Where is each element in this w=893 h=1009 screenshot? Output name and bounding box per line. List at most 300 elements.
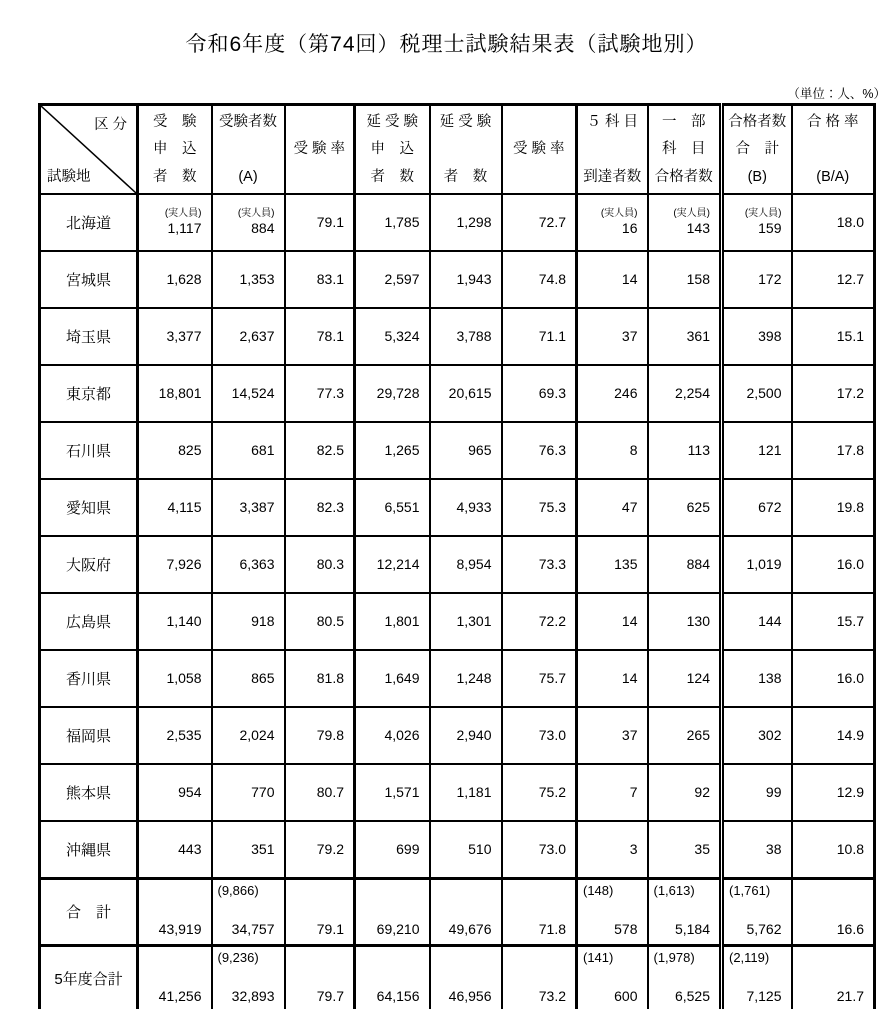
cell-value: 82.3 xyxy=(316,499,344,516)
data-cell xyxy=(212,194,285,251)
data-cell xyxy=(722,365,792,422)
column-header-line: 延 受 験 xyxy=(366,114,419,130)
data-cell xyxy=(577,308,648,365)
data-cell xyxy=(502,945,577,1009)
cell-value: 14.9 xyxy=(836,727,864,744)
cell-value: 172 xyxy=(758,271,782,288)
data-cell xyxy=(138,479,212,536)
table-row xyxy=(40,821,875,878)
data-cell xyxy=(430,251,502,308)
data-cell xyxy=(577,764,648,821)
data-cell xyxy=(430,650,502,707)
data-cell xyxy=(502,536,577,593)
data-cell xyxy=(138,365,212,422)
data-cell xyxy=(722,764,792,821)
row-label: 沖縄県 xyxy=(40,821,138,878)
data-cell xyxy=(285,308,355,365)
cell-value: 71.1 xyxy=(538,328,566,345)
table-head xyxy=(40,105,875,195)
cell-value: 75.3 xyxy=(538,499,566,516)
data-cell xyxy=(212,251,285,308)
data-cell xyxy=(430,308,502,365)
column-header-line: 申 込 xyxy=(370,141,414,158)
data-cell xyxy=(722,194,792,251)
column-header-line: 合格者数 xyxy=(728,114,787,130)
cell-value: 69,210 xyxy=(376,920,420,937)
data-cell xyxy=(285,251,355,308)
cell-value: 443 xyxy=(178,840,202,857)
cell-value: 2,637 xyxy=(239,328,275,345)
header-row xyxy=(40,105,875,195)
cell-value: 2,535 xyxy=(166,727,202,744)
cell-note: (実人員) xyxy=(744,208,782,220)
data-cell xyxy=(792,593,875,650)
cell-value: 72.7 xyxy=(538,214,566,231)
cell-value: 1,298 xyxy=(456,214,492,231)
data-cell xyxy=(792,707,875,764)
cell-value: 19.8 xyxy=(836,499,864,516)
cell-value: 99 xyxy=(765,784,782,801)
table-row xyxy=(40,194,875,251)
data-cell xyxy=(577,821,648,878)
cell-value: 865 xyxy=(251,670,275,687)
data-cell xyxy=(792,251,875,308)
data-cell xyxy=(648,308,722,365)
data-cell xyxy=(285,945,355,1009)
cell-value: 2,940 xyxy=(456,727,492,744)
cell-value: 79.1 xyxy=(316,920,344,937)
data-cell xyxy=(212,422,285,479)
cell-value: 361 xyxy=(686,328,710,345)
data-cell xyxy=(502,308,577,365)
cell-value: 625 xyxy=(686,499,710,516)
data-cell xyxy=(355,821,430,878)
row-label: 北海道 xyxy=(40,194,138,251)
cell-value: 2,254 xyxy=(674,385,710,402)
row-label: 合 計 xyxy=(40,878,138,945)
cell-note: (148) xyxy=(583,882,614,898)
cell-value: 12.7 xyxy=(836,271,864,288)
data-cell xyxy=(138,878,212,945)
cell-value: 1,571 xyxy=(384,784,420,801)
column-header-line: 受 験 xyxy=(153,114,197,130)
data-cell xyxy=(722,308,792,365)
data-cell xyxy=(577,536,648,593)
column-header-line: 合格者数 xyxy=(654,168,713,185)
data-cell xyxy=(502,707,577,764)
data-cell xyxy=(355,308,430,365)
cell-value: 1,649 xyxy=(384,670,420,687)
data-cell xyxy=(285,593,355,650)
cell-value: 143 xyxy=(686,220,710,237)
data-cell xyxy=(648,479,722,536)
data-cell xyxy=(212,707,285,764)
data-cell xyxy=(502,194,577,251)
cell-note: (実人員) xyxy=(673,208,710,220)
cell-value: 510 xyxy=(468,840,492,857)
cell-value: 82.5 xyxy=(316,442,344,459)
cell-note: (2,119) xyxy=(729,949,770,965)
data-cell xyxy=(285,536,355,593)
data-cell xyxy=(212,308,285,365)
data-cell xyxy=(212,479,285,536)
data-cell xyxy=(138,536,212,593)
data-cell xyxy=(648,707,722,764)
cell-value: 29,728 xyxy=(376,385,420,402)
cell-value: 16.6 xyxy=(836,920,864,937)
cell-value: 884 xyxy=(686,556,710,573)
data-cell xyxy=(430,821,502,878)
cell-value: 302 xyxy=(758,727,782,744)
cell-value: 1,785 xyxy=(384,214,420,231)
cell-value: 918 xyxy=(251,613,275,630)
cell-value: 5,324 xyxy=(384,328,420,345)
column-header-pass-total-b xyxy=(722,105,792,195)
data-cell xyxy=(212,536,285,593)
cell-value: 7 xyxy=(629,784,638,801)
data-cell xyxy=(355,650,430,707)
data-cell xyxy=(577,479,648,536)
page-title: 令和6年度（第74回）税理士試験結果表（試験地別） xyxy=(185,33,708,56)
total-row xyxy=(40,945,875,1009)
data-cell xyxy=(502,821,577,878)
cell-value: 265 xyxy=(686,727,710,744)
data-cell xyxy=(285,365,355,422)
cell-value: 7,125 xyxy=(746,987,782,1004)
cell-value: 79.2 xyxy=(316,840,344,857)
column-header-line: 者 数 xyxy=(153,168,197,185)
cell-value: 14 xyxy=(621,613,638,630)
cell-value: 18.0 xyxy=(836,214,864,231)
table-row xyxy=(40,650,875,707)
cell-value: 884 xyxy=(251,220,275,237)
table-row xyxy=(40,764,875,821)
cell-value: 1,265 xyxy=(384,442,420,459)
row-label: 香川県 xyxy=(40,650,138,707)
cell-value: 73.3 xyxy=(538,556,566,573)
data-cell xyxy=(502,422,577,479)
data-cell xyxy=(722,650,792,707)
cell-note: (141) xyxy=(583,949,614,965)
row-label: 大阪府 xyxy=(40,536,138,593)
data-cell xyxy=(285,194,355,251)
data-cell xyxy=(722,251,792,308)
cell-value: 1,943 xyxy=(456,271,492,288)
data-cell xyxy=(138,821,212,878)
data-cell xyxy=(502,878,577,945)
column-header-line: ５ 科 目 xyxy=(586,114,639,130)
data-cell xyxy=(577,251,648,308)
cell-value: 954 xyxy=(178,784,202,801)
data-cell xyxy=(285,650,355,707)
cell-value: 681 xyxy=(251,442,275,459)
column-header-line: 科 目 xyxy=(662,141,706,158)
cell-value: 32,893 xyxy=(231,987,275,1004)
cell-value: 4,115 xyxy=(167,499,202,516)
cell-value: 92 xyxy=(694,784,710,801)
data-cell xyxy=(792,878,875,945)
data-cell xyxy=(577,707,648,764)
cell-value: 20,615 xyxy=(448,385,492,402)
table-row xyxy=(40,707,875,764)
cell-value: 79.8 xyxy=(316,727,344,744)
cell-value: 10.8 xyxy=(836,840,864,857)
column-header-line: (A) xyxy=(238,168,258,185)
data-cell xyxy=(502,764,577,821)
corner-bottom-label: 試験地 xyxy=(47,169,91,185)
data-cell xyxy=(430,707,502,764)
cell-value: 138 xyxy=(758,670,782,687)
cell-value: 699 xyxy=(396,840,420,857)
data-cell xyxy=(138,593,212,650)
data-cell xyxy=(355,479,430,536)
data-cell xyxy=(722,878,792,945)
data-cell xyxy=(285,707,355,764)
cell-value: 12,214 xyxy=(376,556,420,573)
cell-value: 6,363 xyxy=(239,556,275,573)
data-cell xyxy=(355,593,430,650)
cell-value: 965 xyxy=(468,442,492,459)
cell-value: 14 xyxy=(621,271,638,288)
data-cell xyxy=(648,650,722,707)
cell-value: 135 xyxy=(614,556,638,573)
data-cell xyxy=(355,878,430,945)
cell-value: 14,524 xyxy=(231,385,275,402)
cell-value: 73.0 xyxy=(538,727,566,744)
data-cell xyxy=(212,821,285,878)
column-header-line: 延 受 験 xyxy=(439,114,492,130)
data-cell xyxy=(430,194,502,251)
data-cell xyxy=(430,422,502,479)
column-header-line: 合 格 率 xyxy=(806,114,859,130)
column-header-line: 者 数 xyxy=(370,168,414,185)
cell-value: 1,140 xyxy=(166,613,202,630)
corner-top-label: 区 分 xyxy=(93,117,127,133)
data-cell xyxy=(648,821,722,878)
data-cell xyxy=(722,707,792,764)
data-cell xyxy=(502,251,577,308)
cell-value: 6,551 xyxy=(384,499,420,516)
cell-value: 246 xyxy=(614,385,638,402)
cell-value: 73.0 xyxy=(538,840,566,857)
column-header-nobe-exam-rate xyxy=(502,105,577,195)
data-cell xyxy=(430,365,502,422)
data-cell xyxy=(792,821,875,878)
column-header-partial-pass xyxy=(648,105,722,195)
cell-value: 1,248 xyxy=(456,670,492,687)
data-cell xyxy=(577,194,648,251)
cell-value: 2,597 xyxy=(384,271,420,288)
cell-value: 37 xyxy=(621,727,638,744)
row-label: 愛知県 xyxy=(40,479,138,536)
cell-note: (実人員) xyxy=(164,208,202,220)
data-cell xyxy=(285,821,355,878)
total-row xyxy=(40,878,875,945)
data-cell xyxy=(577,593,648,650)
table-row xyxy=(40,536,875,593)
data-cell xyxy=(502,650,577,707)
cell-value: 35 xyxy=(694,840,710,857)
data-cell xyxy=(792,308,875,365)
column-header-applicants xyxy=(138,105,212,195)
cell-value: 81.8 xyxy=(316,670,344,687)
cell-value: 1,801 xyxy=(384,613,420,630)
data-cell xyxy=(212,945,285,1009)
unit-note: （単位：人、%） xyxy=(787,87,886,101)
column-header-nobe-examinees xyxy=(430,105,502,195)
cell-value: 17.2 xyxy=(836,385,864,402)
column-header-line: 受験者数 xyxy=(219,114,277,130)
column-header-line: (B/A) xyxy=(816,168,850,185)
cell-value: 144 xyxy=(758,613,782,630)
data-cell xyxy=(792,945,875,1009)
cell-value: 64,156 xyxy=(376,987,420,1004)
cell-value: 770 xyxy=(251,784,275,801)
cell-value: 3,788 xyxy=(456,328,492,345)
table-body xyxy=(40,194,875,1009)
data-cell xyxy=(355,945,430,1009)
data-cell xyxy=(138,945,212,1009)
data-cell xyxy=(792,764,875,821)
cell-value: 72.2 xyxy=(538,613,566,630)
row-label: 広島県 xyxy=(40,593,138,650)
data-cell xyxy=(355,194,430,251)
data-cell xyxy=(648,422,722,479)
cell-value: 8,954 xyxy=(456,556,492,573)
data-cell xyxy=(212,365,285,422)
data-cell xyxy=(722,536,792,593)
cell-value: 351 xyxy=(251,840,275,857)
table-row xyxy=(40,593,875,650)
cell-value: 17.8 xyxy=(836,442,864,459)
cell-value: 12.9 xyxy=(836,784,864,801)
cell-value: 1,301 xyxy=(456,613,492,630)
cell-value: 130 xyxy=(686,613,710,630)
cell-value: 47 xyxy=(621,499,638,516)
cell-value: 8 xyxy=(629,442,638,459)
column-header-exam-rate xyxy=(285,105,355,195)
row-label: 宮城県 xyxy=(40,251,138,308)
cell-value: 69.3 xyxy=(538,385,566,402)
data-cell xyxy=(212,764,285,821)
cell-value: 1,117 xyxy=(167,220,202,237)
cell-value: 1,181 xyxy=(456,784,492,801)
corner-cell xyxy=(40,105,138,195)
column-header-line: 合 計 xyxy=(735,141,779,158)
row-label: 熊本県 xyxy=(40,764,138,821)
cell-value: 3 xyxy=(629,840,638,857)
column-header-line: 受 験 率 xyxy=(512,141,565,158)
data-cell xyxy=(430,593,502,650)
data-cell xyxy=(577,650,648,707)
data-cell xyxy=(355,365,430,422)
cell-value: 7,926 xyxy=(166,556,202,573)
data-cell xyxy=(502,479,577,536)
cell-value: 121 xyxy=(758,442,782,459)
data-cell xyxy=(648,365,722,422)
data-cell xyxy=(138,422,212,479)
data-cell xyxy=(792,194,875,251)
column-header-line: 到達者数 xyxy=(583,168,642,185)
data-cell xyxy=(138,707,212,764)
column-header-line: 一 部 xyxy=(662,114,706,130)
cell-value: 6,525 xyxy=(674,987,710,1004)
data-cell xyxy=(648,194,722,251)
data-cell xyxy=(502,365,577,422)
cell-value: 1,058 xyxy=(166,670,202,687)
cell-value: 2,500 xyxy=(746,385,782,402)
cell-value: 76.3 xyxy=(538,442,566,459)
cell-value: 16 xyxy=(621,220,638,237)
data-cell xyxy=(430,764,502,821)
cell-value: 73.2 xyxy=(538,987,566,1004)
data-cell xyxy=(355,707,430,764)
table-row xyxy=(40,251,875,308)
data-cell xyxy=(792,536,875,593)
cell-value: 21.7 xyxy=(836,987,864,1004)
data-cell xyxy=(792,479,875,536)
column-header-line: 者 数 xyxy=(443,168,488,185)
data-cell xyxy=(430,878,502,945)
data-cell xyxy=(430,479,502,536)
column-header-examinees-a xyxy=(212,105,285,195)
data-cell xyxy=(648,593,722,650)
cell-value: 3,387 xyxy=(239,499,275,516)
data-cell xyxy=(138,194,212,251)
data-cell xyxy=(212,593,285,650)
cell-value: 124 xyxy=(686,670,710,687)
data-cell xyxy=(722,479,792,536)
data-cell xyxy=(722,593,792,650)
cell-value: 43,919 xyxy=(158,920,202,937)
cell-value: 74.8 xyxy=(538,271,566,288)
data-cell xyxy=(792,650,875,707)
data-cell xyxy=(212,878,285,945)
cell-value: 75.7 xyxy=(538,670,566,687)
cell-value: 83.1 xyxy=(316,271,344,288)
cell-value: 15.1 xyxy=(836,328,864,345)
cell-value: 4,933 xyxy=(456,499,492,516)
cell-note: (9,236) xyxy=(217,949,259,965)
table-row xyxy=(40,479,875,536)
data-cell xyxy=(648,764,722,821)
data-cell xyxy=(138,251,212,308)
cell-note: (1,978) xyxy=(653,949,695,965)
data-cell xyxy=(355,251,430,308)
cell-value: 80.5 xyxy=(316,613,344,630)
row-label: 埼玉県 xyxy=(40,308,138,365)
data-cell xyxy=(792,365,875,422)
cell-value: 80.7 xyxy=(316,784,344,801)
cell-value: 49,676 xyxy=(448,920,492,937)
cell-value: 159 xyxy=(758,220,782,237)
cell-value: 71.8 xyxy=(538,920,566,937)
cell-value: 46,956 xyxy=(448,987,492,1004)
data-cell xyxy=(577,878,648,945)
data-cell xyxy=(722,422,792,479)
results-table xyxy=(38,103,876,1009)
cell-note: (1,613) xyxy=(653,882,695,898)
cell-value: 18,801 xyxy=(158,385,202,402)
cell-value: 16.0 xyxy=(836,556,864,573)
data-cell xyxy=(722,821,792,878)
cell-note: (9,866) xyxy=(217,882,259,898)
column-header-pass-rate xyxy=(792,105,875,195)
data-cell xyxy=(285,422,355,479)
cell-value: 79.7 xyxy=(316,987,344,1004)
cell-value: 75.2 xyxy=(538,784,566,801)
column-header-line: (B) xyxy=(747,168,767,185)
